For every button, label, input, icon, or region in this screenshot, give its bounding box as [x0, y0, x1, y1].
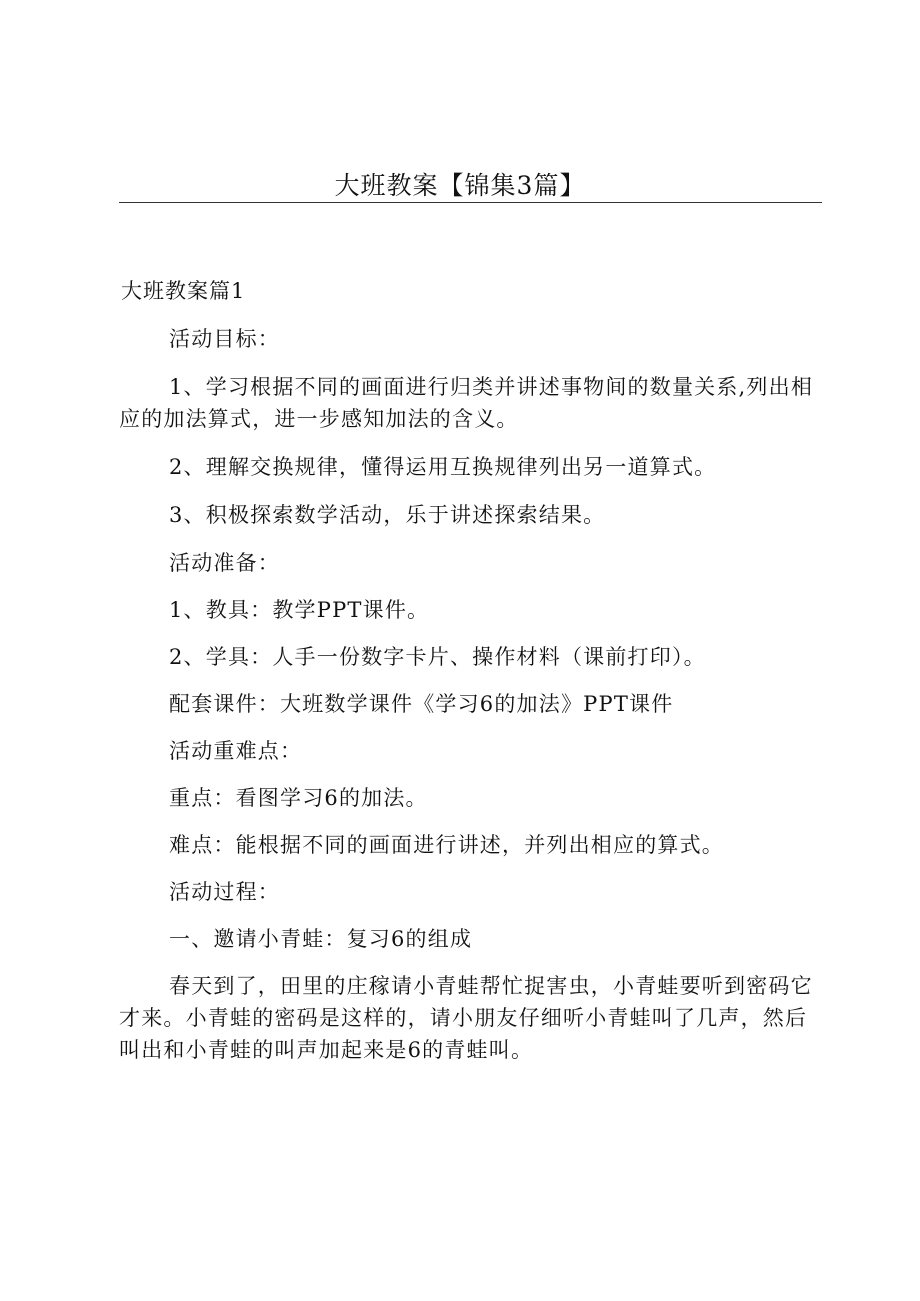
paragraph-step-1: 一、邀请小青蛙：复习6的组成 [169, 927, 473, 951]
paragraph-goal-3: 3、积极探索数学活动，乐于讲述探索结果。 [169, 503, 606, 527]
paragraph-difficulty: 难点：能根据不同的画面进行讲述，并列出相应的算式。 [169, 833, 724, 857]
paragraph-key-points: 活动重难点： [169, 739, 303, 763]
paragraph-activity-process: 活动过程： [169, 880, 280, 904]
page-title: 大班教案【锦集3篇】 [334, 171, 586, 200]
paragraph-prep-1: 1、教具：教学PPT课件。 [169, 598, 430, 622]
paragraph-goal-1: 1、学习根据不同的画面进行归类并讲述事物间的数量关系,列出相应的加法算式，进一步感知加法的含义。 [119, 375, 814, 431]
paragraph-courseware: 配套课件：大班数学课件《学习6的加法》PPT课件 [169, 692, 674, 716]
paragraph-activity-goals: 活动目标： [169, 327, 280, 351]
paragraph-goal-2: 2、理解交换规律，懂得运用互换规律列出另一道算式。 [169, 455, 717, 479]
section-heading: 大班教案篇1 [121, 279, 246, 303]
paragraph-focus: 重点：看图学习6的加法。 [169, 786, 428, 810]
paragraph-activity-prep: 活动准备： [169, 551, 280, 575]
document-body [119, 323, 824, 1066]
paragraph-prep-2: 2、学具：人手一份数字卡片、操作材料（课前打印）。 [169, 645, 706, 669]
title-divider [119, 202, 822, 203]
paragraph-story: 春天到了，田里的庄稼请小青蛙帮忙捉害虫，小青蛙要听到密码它才来。小青蛙的密码是这样的，请小朋友仔细听小青蛙叫了几声，然后叫出和小青蛙的叫声加起来是6的青蛙叫。 [119, 974, 813, 1062]
